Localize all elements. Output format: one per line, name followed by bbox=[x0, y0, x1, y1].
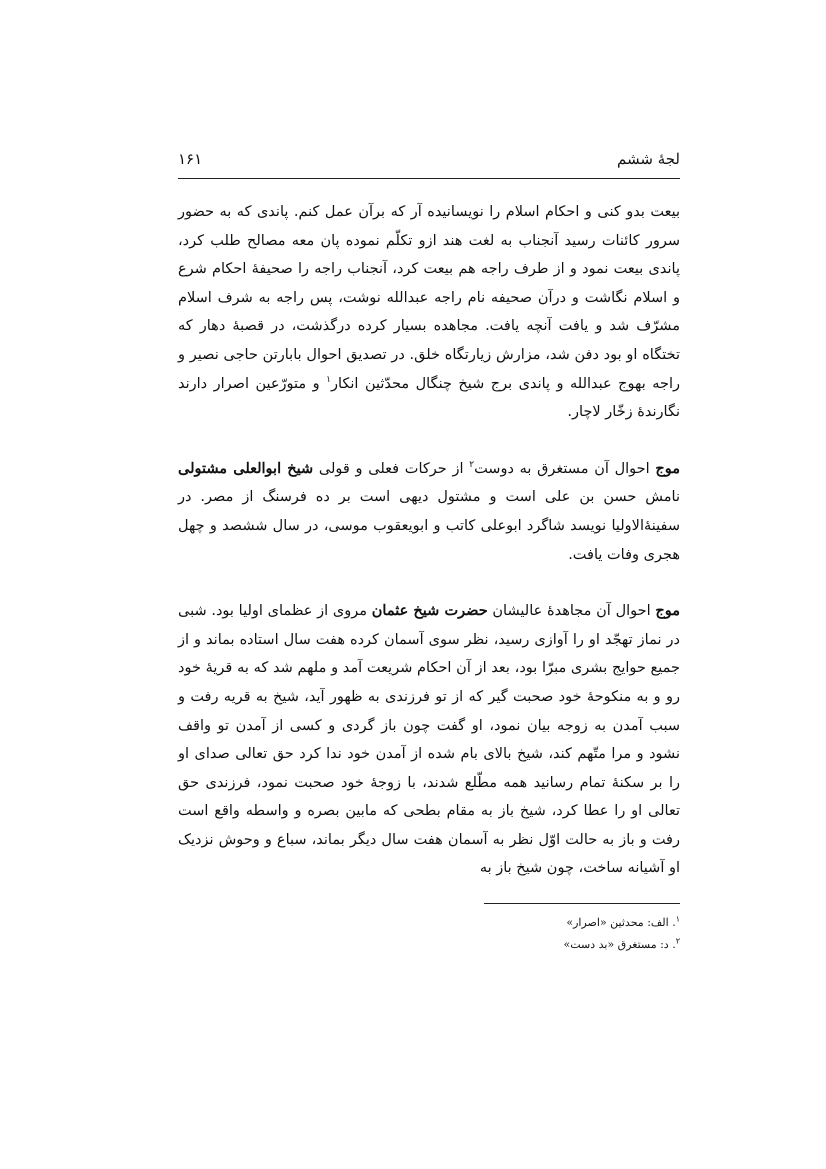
chapter-title: لجۀ ششم bbox=[617, 150, 680, 168]
highlighted-name: شیخ ابوالعلی مشتولی bbox=[178, 459, 314, 477]
footnote-item bbox=[420, 934, 680, 956]
paragraph-text: احوال آن مستغرق به دوست bbox=[474, 460, 656, 477]
paragraph-text: مروی از عظمای اولیا بود. شبی در نماز تهجّد او را آوازی رسید، نظر سوی آسمان کرده هفت سال استاده بماند و از جمیع حوایج بشری مبرّا بود، بعد از آن احکام شریعت آمد و ملهم شد که به قریۀ خود رو و به منکوحۀ خود صحبت گیر که از تو فرزندی به ظهور آید، شیخ به قریه رفت و سبب آمدن به زوجه بیان نمود، او گفت چون باز گردی و کسی از آمدن تو واقف نشود و مرا متّهم کند، شیخ بالای بام شده از آمدن خود ندا کرد حق تعالی صدای او را بر سکنۀ تمام رسانید همه مطّلع شدند، با زوجۀ خود صحبت نمود، فرزندی حق تعالی او را عطا کرد، شیخ باز به مقام بطحی که مابین بصره و واسطه واقع است رفت و باز به حالت اوّل نظر به آسمان هفت سال دیگر بماند، سباع و وحوش نزدیک او آشیانه ساخت، چون شیخ باز به bbox=[178, 603, 680, 877]
paragraph-text: و متورّعین اصرار دارند نگارندۀ زخّار لاچار. bbox=[178, 375, 680, 421]
running-header bbox=[178, 150, 680, 176]
footnote-mark: ۲ bbox=[675, 936, 680, 946]
paragraph-2 bbox=[178, 455, 680, 569]
paragraph-text: از حرکات فعلی و قولی bbox=[313, 460, 470, 477]
footnote-text: . الف: محدثین «اصرار» bbox=[566, 916, 676, 929]
header-divider bbox=[178, 178, 680, 179]
section-lead-word: موج bbox=[655, 602, 680, 620]
footnote-reference: ۲ bbox=[469, 459, 475, 470]
paragraph-3 bbox=[178, 597, 680, 883]
paragraph-text: بیعت بدو کنی و احکام اسلام را نویسانیده آر که برآن عمل کنم. پاندی که به حضور سرور کائنات رسید آنجناب به لغت هند ازو تکلّم نموده پان معه مصالح طلب کرد، پاندی بیعت نمود و از طرف راجه هم بیعت کرد، آنجناب راجه را صحیفۀ احکام شرع و اسلام نگاشت و درآن صحیفه نام راجه عبدالله نوشت، پس راجه به شرف اسلام مشرّف شد و یافت آنچه یافت. مجاهده بسیار کرده درگذشت، در قصبۀ دهار که تختگاه او بود دفن شد، مزارش زیارتگاه خلق. در تصدیق احوال بابارتن حاجی نصیر و راجه بهوج عبدالله و پاندی برج شیخ چنگال محدّثین انکار bbox=[178, 204, 680, 392]
footnotes bbox=[420, 912, 680, 956]
paragraph-1 bbox=[178, 198, 680, 427]
footnote-text: . د: مستغرق «بد دست» bbox=[563, 938, 676, 951]
highlighted-name: حضرت شیخ عثمان bbox=[371, 602, 488, 620]
main-text bbox=[178, 198, 680, 883]
section-lead-word: موج bbox=[655, 459, 681, 477]
footnote-divider bbox=[484, 903, 680, 904]
paragraph-text: نامش حسن بن علی است و مشتول دیهی است بر ده فرسنگ از مصر. در سفینۀالاولیا نویسد شاگرد ابوعلی کاتب و ابویعقوب موسی، در سال ششصد و چهل هجری وفات یافت. bbox=[178, 489, 680, 563]
footnote-reference: ۱ bbox=[326, 374, 331, 385]
paragraph-text: احوال آن مجاهدۀ عالیشان bbox=[487, 603, 656, 620]
footnote-item bbox=[420, 912, 680, 934]
footnote-mark: ۱ bbox=[675, 914, 680, 924]
page-number: ۱۶۱ bbox=[178, 150, 203, 168]
